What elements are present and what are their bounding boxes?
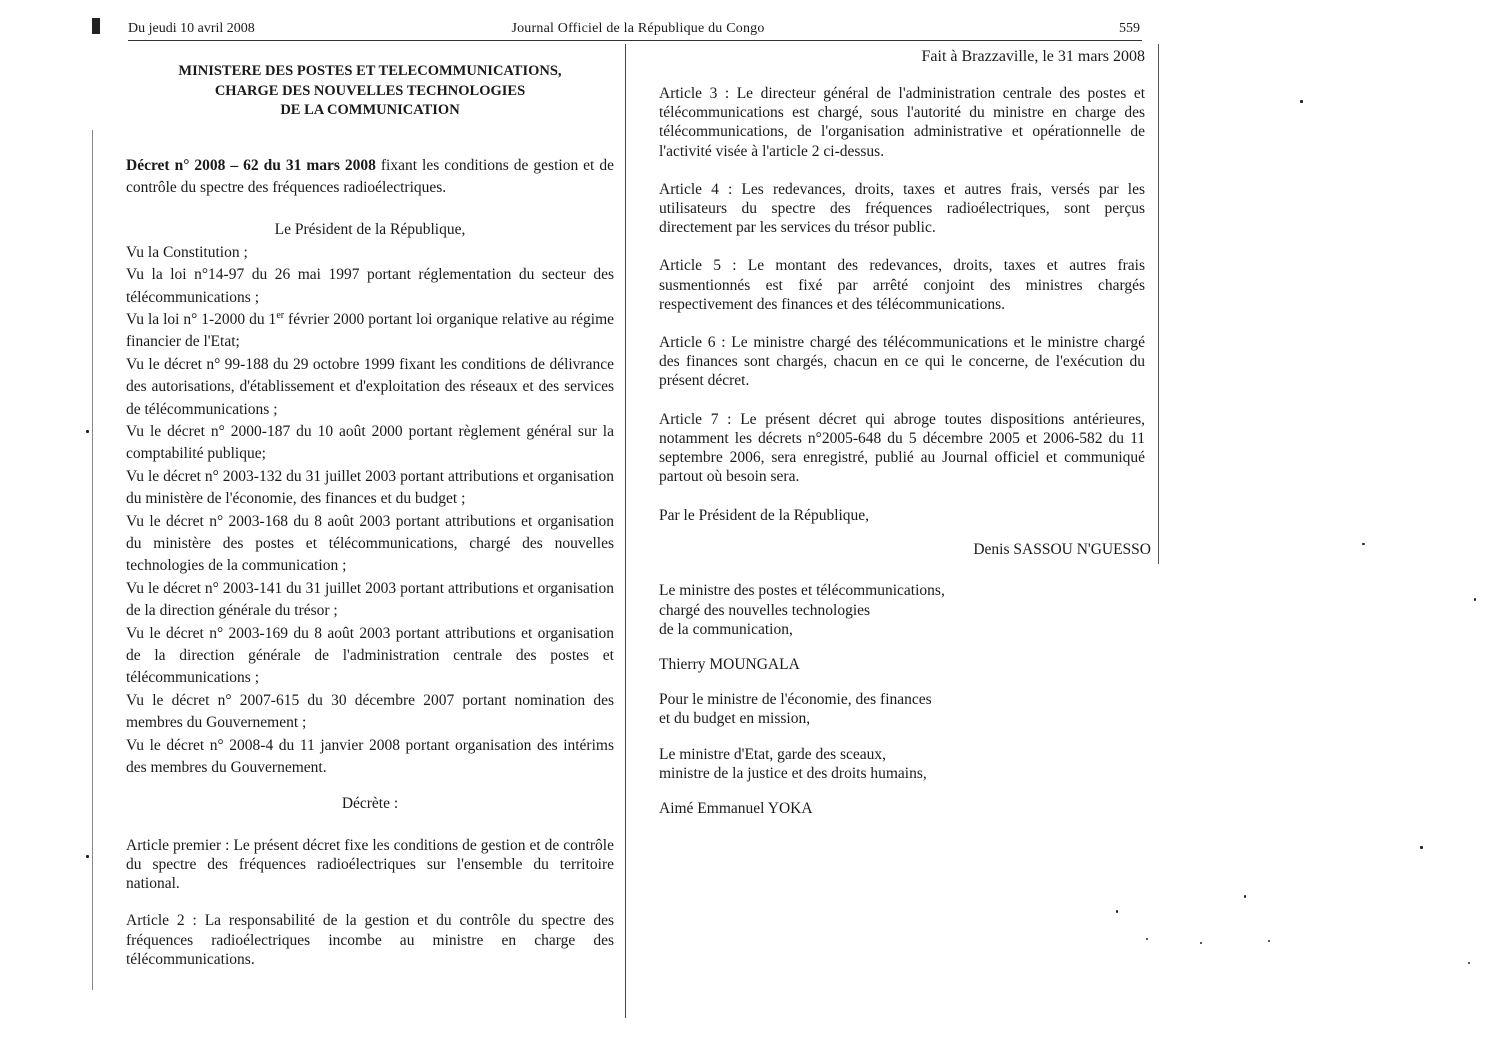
minister-justice-title [659,745,1145,783]
scan-speck [1200,942,1202,944]
scan-speck [86,430,89,433]
header-date: Du jeudi 10 avril 2008 [128,21,255,36]
minister-postes-title [659,581,1145,639]
visa-item: Vu le décret n° 2003-141 du 31 juillet 2003 portant attributions et organisation de la direction générale du trésor ; [126,579,614,620]
signatory-title-line: chargé des nouvelles technologies [659,601,871,619]
article-2: Article 2 : La responsabilité de la gestion et du contrôle du spectre des fréquences radioélectriques incombe au ministre en charge des télécommunications. [126,912,614,968]
right-margin-rule [1158,44,1159,564]
signing-place-date: Fait à Brazzaville, le 31 mars 2008 [921,48,1145,65]
header-journal-title: Journal Officiel de la République du Congo [511,21,765,36]
signatory-title-line: et du budget en mission, [659,710,811,728]
article-premier: Article premier : Le présent décret fixe les conditions de gestion et de contrôle du spectre des fréquences radioélectriques sur l'ensemble du territoire national. [126,836,614,893]
scan-speck [1268,940,1270,942]
left-column [126,62,614,987]
decree-title-subject: fixant les conditions de gestion et de contrôle du spectre des fréquences radioélectriques. [126,156,614,196]
article-7: Article 7 : Le présent décret qui abroge toutes dispositions antérieures, notamment les décrets n°2005-648 du 5 décembre 2005 et 2006-582 du 11 septembre 2006, sera enregistré, publié au Journal officiel et communiqué partout où besoin sera. [659,410,1145,486]
ministry-line: CHARGE DES NOUVELLES TECHNOLOGIES [214,82,526,99]
signatory-title-line: Le ministre d'Etat, garde des sceaux, [659,745,887,763]
article-5: Article 5 : Le montant des redevances, droits, taxes et autres frais susmentionnés est fixé par arrêté conjoint des ministres chargés respectivement des finances et des télécommunications. [659,257,1145,313]
president-signatory: Denis SASSOU N'GUESSO [973,541,1151,559]
scan-speck [1420,846,1423,849]
signatory-title-line: ministre de la justice et des droits humains, [659,764,927,782]
article-4: Article 4 : Les redevances, droits, taxes et autres frais, versés par les utilisateurs du spectre des fréquences radioélectriques, sont perçus directement par les services du trésor public. [659,180,1145,237]
header-rule [128,40,1142,41]
right-column [659,46,1151,834]
decrete-heading: Décrète : [341,795,399,813]
scan-speck [1362,543,1365,545]
visa-item: Vu le décret n° 99-188 du 29 octobre 1999 fixant les conditions de délivrance des autorisations, d'établissement et d'exploitation des réseaux et des services de télécommunications ; [126,355,614,418]
scan-speck [1468,962,1470,964]
decree-title [126,155,614,200]
signatory-title-line: de la communication, [659,620,793,638]
scan-speck [1116,910,1118,913]
signatory-title-line: Le ministre des postes et télécommunications, [659,582,945,600]
visa-item: Vu le décret n° 2003-168 du 8 août 2003 portant attributions et organisation du ministère des postes et télécommunications, chargé des nouvelles technologies de la communication ; [126,512,614,575]
par-le-president: Par le Président de la République, [659,507,870,525]
minister-economie-title [659,690,1145,728]
visa-item: Vu la loi n°14-97 du 26 mai 1997 portant réglementation du secteur des télécommunications ; [126,266,614,306]
article-3: Article 3 : Le directeur général de l'administration centrale des postes et télécommunications est chargé, sous l'autorité du ministre en charge des télécommunications, de l'organisation administrative et opérationnelle de l'activité visée à l'article 2 ci-dessus. [659,85,1145,160]
scan-speck [1474,598,1476,601]
scan-speck [1300,100,1303,103]
president-heading: Le Président de la République, [274,221,466,239]
visa-item: Vu la loi n° 1-2000 du 1er février 2000 portant loi organique relative au régime financier de l'Etat; [126,309,615,351]
visa-item: Vu le décret n° 2007-615 du 30 décembre 2007 portant nomination des membres du Gouvernement ; [126,691,614,732]
ministry-heading [126,62,614,121]
scan-speck [1244,895,1246,898]
column-divider [625,44,626,1018]
ministry-line: DE LA COMMUNICATION [280,102,460,118]
visa-item: Vu le décret n° 2003-169 du 8 août 2003 portant attributions et organisation de la direction générale de l'administration centrale des postes et télécommunications ; [126,624,614,687]
decree-title-number: Décret n° 2008 – 62 du 31 mars 2008 [126,156,376,174]
visa-item: Vu le décret n° 2000-187 du 10 août 2000 portant règlement général sur la comptabilité publique; [126,422,614,463]
scan-speck [1146,938,1148,940]
scan-mark [92,18,100,34]
left-margin-rule [92,130,93,990]
scan-speck [86,855,89,858]
visa-item: Vu le décret n° 2003-132 du 31 juillet 2003 portant attributions et organisation du ministère de l'économie, des finances et du budget ; [126,467,614,508]
minister-justice-name: Aimé Emmanuel YOKA [659,800,813,818]
visa-item: Vu la Constitution ; [126,243,248,261]
visa-item: Vu le décret n° 2008-4 du 11 janvier 2008 portant organisation des intérims des membres du Gouvernement. [126,736,614,777]
header-page-number: 559 [1119,21,1140,36]
signatory-title-line: Pour le ministre de l'économie, des finances [659,691,932,709]
article-6: Article 6 : Le ministre chargé des télécommunications et le ministre chargé des finances sont chargés, chacun en ce qui le concerne, de l'exécution du présent décret. [659,334,1145,390]
ministry-line: MINISTERE DES POSTES ET TELECOMMUNICATIONS, [178,63,562,79]
minister-postes-name: Thierry MOUNGALA [659,656,800,674]
page-header [128,18,1140,40]
